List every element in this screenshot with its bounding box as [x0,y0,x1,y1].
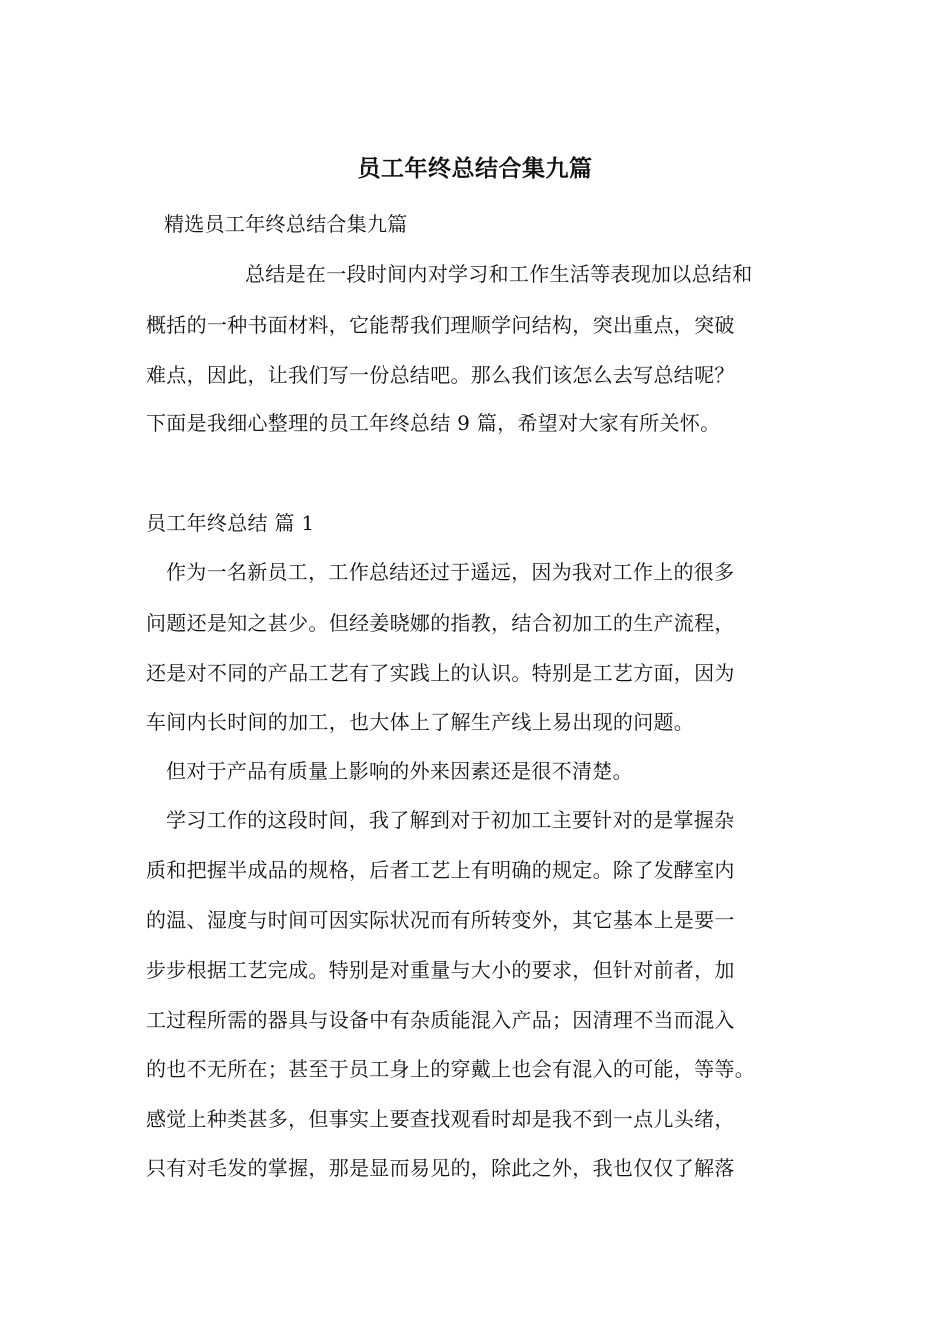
body-line: 质和把握半成品的规格，后者工艺上有明确的规定。除了发酵室内 [146,858,735,882]
intro-line: 概括的一种书面材料，它能帮我们理顺学问结构，突出重点，突破 [146,313,735,337]
intro-line: 下面是我细心整理的员工年终总结 9 篇，希望对大家有所关怀。 [146,411,721,435]
body-line: 的温、湿度与时间可因实际状况而有所转变外，其它基本上是要一 [146,908,735,932]
body-line: 作为一名新员工，工作总结还过于遥远，因为我对工作上的很多 [166,560,735,584]
body-line: 学习工作的这段时间，我了解到对于初加工主要针对的是掌握杂 [166,808,735,832]
body-line: 只有对毛发的掌握，那是显而易见的，除此之外，我也仅仅了解落 [146,1156,735,1180]
body-line: 步步根据工艺完成。特别是对重量与大小的要求，但针对前者，加 [146,958,735,982]
section-heading: 员工年终总结 篇 1 [146,511,315,535]
body-line: 工过程所需的器具与设备中有杂质能混入产品；因清理不当而混入 [146,1008,735,1032]
body-line: 但对于产品有质量上影响的外来因素还是很不清楚。 [166,759,633,783]
intro-line: 难点，因此，让我们写一份总结吧。那么我们该怎么去写总结呢？ [146,363,735,387]
body-line: 的也不无所在；甚至于员工身上的穿戴上也会有混入的可能，等等。 [146,1057,755,1081]
body-line: 车间内长时间的加工，也大体上了解生产线上易出现的问题。 [146,710,695,734]
document-subtitle: 精选员工年终总结合集九篇 [164,212,408,236]
body-line: 问题还是知之甚少。但经姜晓娜的指教，结合初加工的生产流程， [146,611,735,635]
intro-line: 总结是在一段时间内对学习和工作生活等表现加以总结和 [245,262,753,286]
body-line: 感觉上种类甚多，但事实上要查找观看时却是我不到一点儿头绪， [146,1107,735,1131]
document-title: 员工年终总结合集九篇 [357,156,593,182]
body-line: 还是对不同的产品工艺有了实践上的认识。特别是工艺方面，因为 [146,661,735,685]
